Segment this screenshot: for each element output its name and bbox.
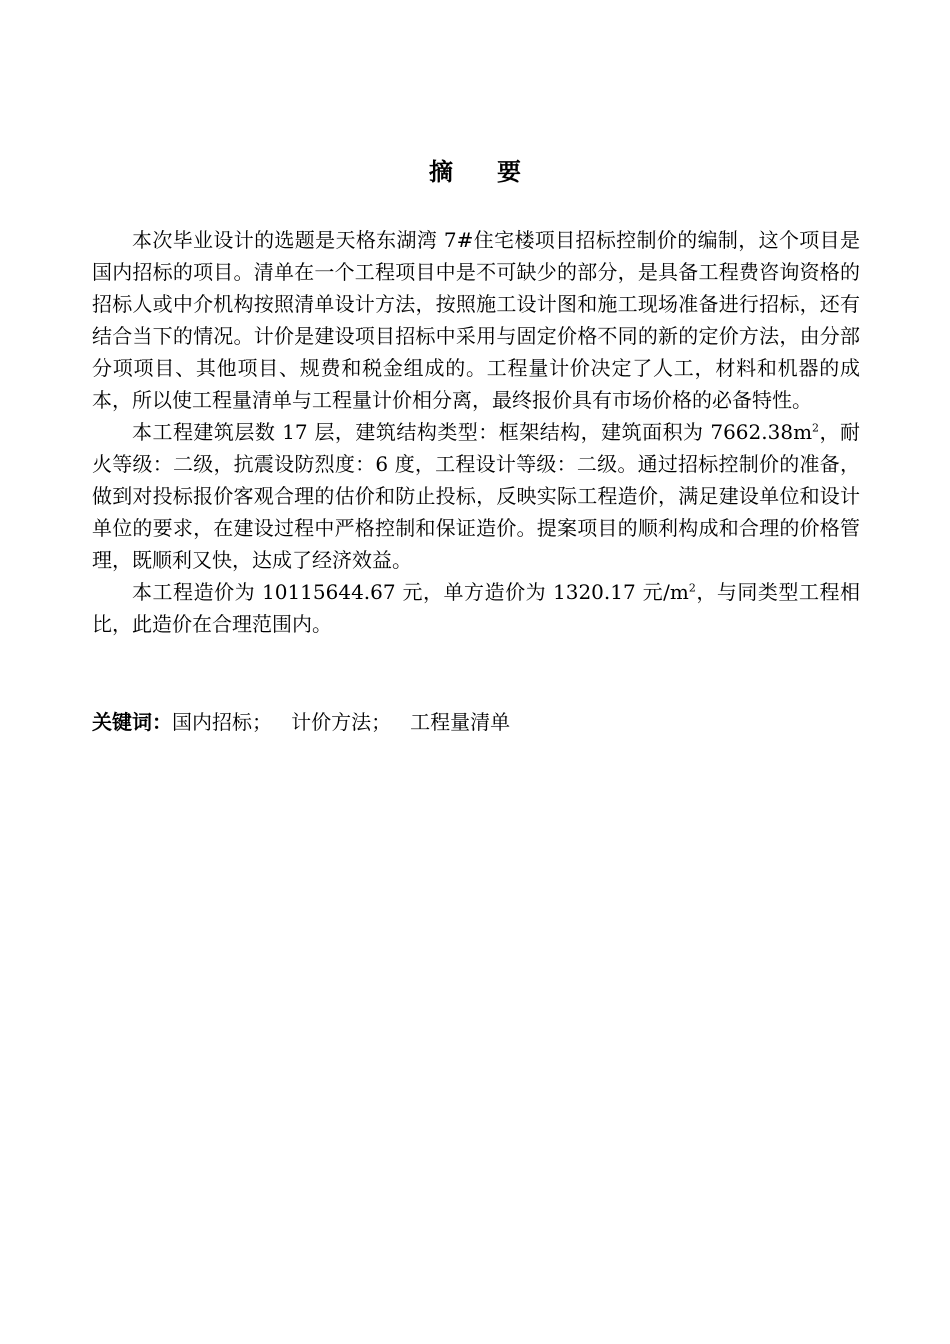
area-superscript: 2 xyxy=(812,421,820,435)
paragraph-2-text-start: 本工程建筑层数 17 层，建筑结构类型：框架结构，建筑面积为 7662.38m xyxy=(132,420,813,444)
keyword-item: 国内招标； xyxy=(172,710,272,734)
keyword-separator xyxy=(272,710,291,734)
paragraph-1-text: 本次毕业设计的选题是天格东湖湾 7#住宅楼项目招标控制价的编制，这个项目是国内招标的项目。清单在一个工程项目中是不可缺少的部分，是具备工程费咨询资格的招标人或中介机构按照清单设计方法，按照施工设计图和施工现场准备进行招标，还有结合当下的情况。计价是建设项目招标中采用与固定价格不同的新的定价方法，由分部分项项目、其他项目、规费和税金组成的。工程量计价决定了人工，材料和机器的成本，所以使工程量清单与工程量计价相分离，最终报价具有市场价格的必备特性。 xyxy=(92,228,860,412)
paragraph-3-text-start: 本工程造价为 10115644.67 元，单方造价为 1320.17 元/m xyxy=(132,580,689,604)
abstract-paragraph-1 xyxy=(92,224,860,416)
paragraph-2-text-end: ，耐火等级：二级，抗震设防烈度：6 度，工程设计等级：二级。通过招标控制价的准备，做到对投标报价客观合理的估价和防止投标，反映实际工程造价，满足建设单位和设计单位的要求，在建设过程中严格控制和保证造价。提案项目的顺利构成和合理的价格管理，既顺利又快，达成了经济效益。 xyxy=(92,420,861,572)
abstract-paragraph-2 xyxy=(92,416,860,576)
keyword-item: 工程量清单 xyxy=(410,710,511,734)
abstract-title: 摘要 xyxy=(429,158,565,186)
keyword-separator xyxy=(391,710,410,734)
keywords-label: 关键词： xyxy=(92,710,172,734)
keywords-line xyxy=(92,706,860,738)
paragraph-3-text-end: ，与同类型工程相比，此造价在合理范围内。 xyxy=(92,580,860,636)
unit-superscript: 2 xyxy=(688,581,696,595)
abstract-paragraph-3 xyxy=(92,576,860,640)
abstract-body xyxy=(92,224,860,640)
keyword-item: 计价方法； xyxy=(291,710,392,734)
